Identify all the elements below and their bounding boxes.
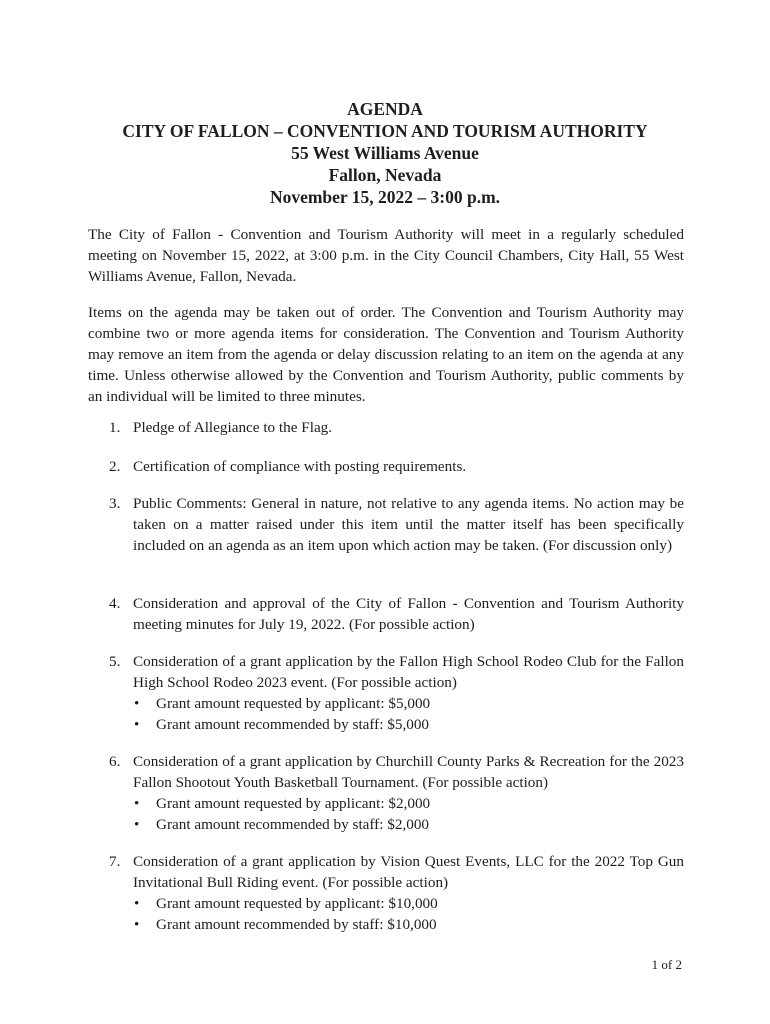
bullet-icon: • [134,795,140,812]
item-number: 3. [109,495,121,512]
address-city: Fallon, Nevada [328,165,442,185]
item-number: 2. [109,458,121,475]
agenda-item [109,851,684,935]
intro-paragraph: The City of Fallon - Convention and Tourism Authority will meet in a regularly scheduled meeting on November 15, 2022, at 3:00 p.m. in the City Council Chambers, City Hall, 55 West Williams Avenue, Fallon, Nevada. [88,226,684,285]
organization-name: CITY OF FALLON – CONVENTION AND TOURISM AUTHORITY [122,121,648,141]
item-text: Consideration of a grant application by the Fallon High School Rodeo Club for the Fallon High School Rodeo 2023 event. (For possible action) [133,653,684,691]
item-number: 6. [109,753,121,770]
page-number: 1 of 2 [651,957,682,972]
agenda-item [109,651,684,735]
bullet-icon: • [134,916,140,933]
item-text: Certification of compliance with posting requirements. [133,458,467,475]
agenda-item [109,417,684,438]
item-text: Public Comments: General in nature, not relative to any agenda items. No action may be taken on a matter raised under this item until the matter itself has been specifically included on an agenda as an item upon which action may be taken. (For discussion only) [133,495,684,554]
meeting-datetime: November 15, 2022 – 3:00 p.m. [269,187,501,207]
item-text: Consideration of a grant application by Churchill County Parks & Recreation for the 2023 Fallon Shootout Youth Basketball Tournament. (For possible action) [133,753,684,791]
grant-recommended: Grant amount recommended by staff: $10,000 [156,916,437,933]
item-text: Consideration and approval of the City of Fallon - Convention and Tourism Authority meeting minutes for July 19, 2022. (For possible action) [133,595,684,633]
item-number: 5. [109,653,121,670]
grant-recommended: Grant amount recommended by staff: $5,000 [156,716,430,733]
list-item [109,814,684,835]
grant-amount-list [109,693,684,735]
list-item [109,914,684,935]
agenda-item [109,751,684,835]
list-item [109,893,684,914]
rules-paragraph: Items on the agenda may be taken out of order. The Convention and Tourism Authority may combine two or more agenda items for consideration. The Convention and Tourism Authority may remove an item from the agenda or delay discussion relating to an item on the agenda at any time. Unless otherwise allowed by the Convention and Tourism Authority, public comments by an individual will be limited to three minutes. [88,304,684,405]
item-text: Pledge of Allegiance to the Flag. [133,419,333,436]
grant-amount-list [109,793,684,835]
list-item [109,714,684,735]
agenda-title: AGENDA [347,99,423,119]
agenda-item [109,456,684,477]
list-item [109,793,684,814]
item-number: 7. [109,853,121,870]
agenda-header [0,98,770,208]
grant-amount-list [109,893,684,935]
bullet-icon: • [134,895,140,912]
agenda-item [109,593,684,635]
item-number: 1. [109,419,121,436]
list-item [109,693,684,714]
grant-recommended: Grant amount recommended by staff: $2,000 [156,816,430,833]
bullet-icon: • [134,716,140,733]
grant-requested: Grant amount requested by applicant: $2,000 [156,795,431,812]
bullet-icon: • [134,695,140,712]
grant-requested: Grant amount requested by applicant: $5,000 [156,695,431,712]
address-street: 55 West Williams Avenue [291,143,479,163]
item-number: 4. [109,595,121,612]
agenda-item [109,493,684,556]
grant-requested: Grant amount requested by applicant: $10,000 [156,895,438,912]
item-text: Consideration of a grant application by Vision Quest Events, LLC for the 2022 Top Gun Invitational Bull Riding event. (For possible action) [133,853,684,891]
bullet-icon: • [134,816,140,833]
